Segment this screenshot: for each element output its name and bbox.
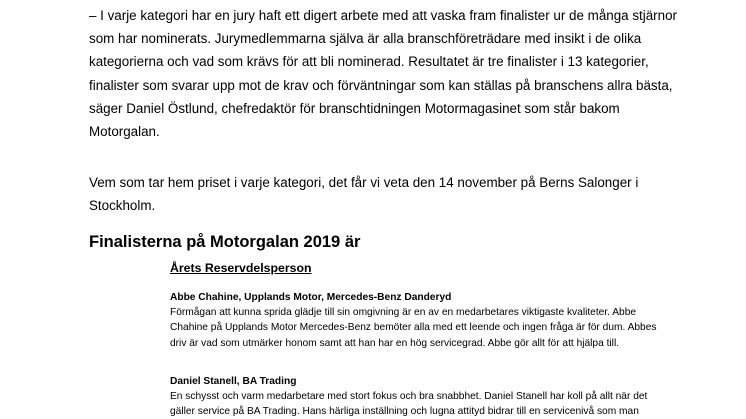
finalist-entry [170, 290, 670, 351]
intro-quote-paragraph: – I varje kategori har en jury haft ett digert arbete med att vaska fram finalister ur de många stjärnor som har nominerats. Jurymedlemmarna själva är alla branschföreträdare med insikt i de olika kategorierna och vad som krävs för att bli nominerad. Resultatet är tre finalister i 13 kategorier, finalister som svarar upp mot de krav och förväntningar som kan ställas på branschens allra bästa, säger Daniel Östlund, chefredaktör för branschtidningen Motormagasinet som står bakom Motorgalan. [89, 8, 677, 140]
event-paragraph: Vem som tar hem priset i varje kategori, det får vi veta den 14 november på Berns Salonger i Stockholm. [89, 175, 639, 214]
category-heading: Årets Reservdelsperson [170, 261, 312, 275]
finalist-name: Daniel Stanell, BA Trading [170, 376, 297, 387]
finalist-description: En schysst och varm medarbetare med stort fokus och bra snabbhet. Daniel Stanell har koll på allt när det gäller service på BA Trading. Hans härliga inställning och lugna attityd bidrar till en servicenivå som man [170, 391, 648, 418]
finalist-name: Abbe Chahine, Upplands Motor, Mercedes-Benz Danderyd [170, 292, 452, 303]
finalist-entry [170, 374, 670, 419]
section-heading: Finalisterna på Motorgalan 2019 är [89, 233, 361, 251]
finalist-description: Förmågan att kunna sprida glädje till sin omgivning är en av en medarbetares viktigaste kvaliteter. Abbe Chahine på Upplands Motor Mercedes-Benz bemöter alla med ett leende och ingen fråga är för dum. Abbes driv är vad som utmärker honom samt att han har en hög servicegrad. Abbe gör allt för att hjälpa till. [170, 307, 657, 349]
